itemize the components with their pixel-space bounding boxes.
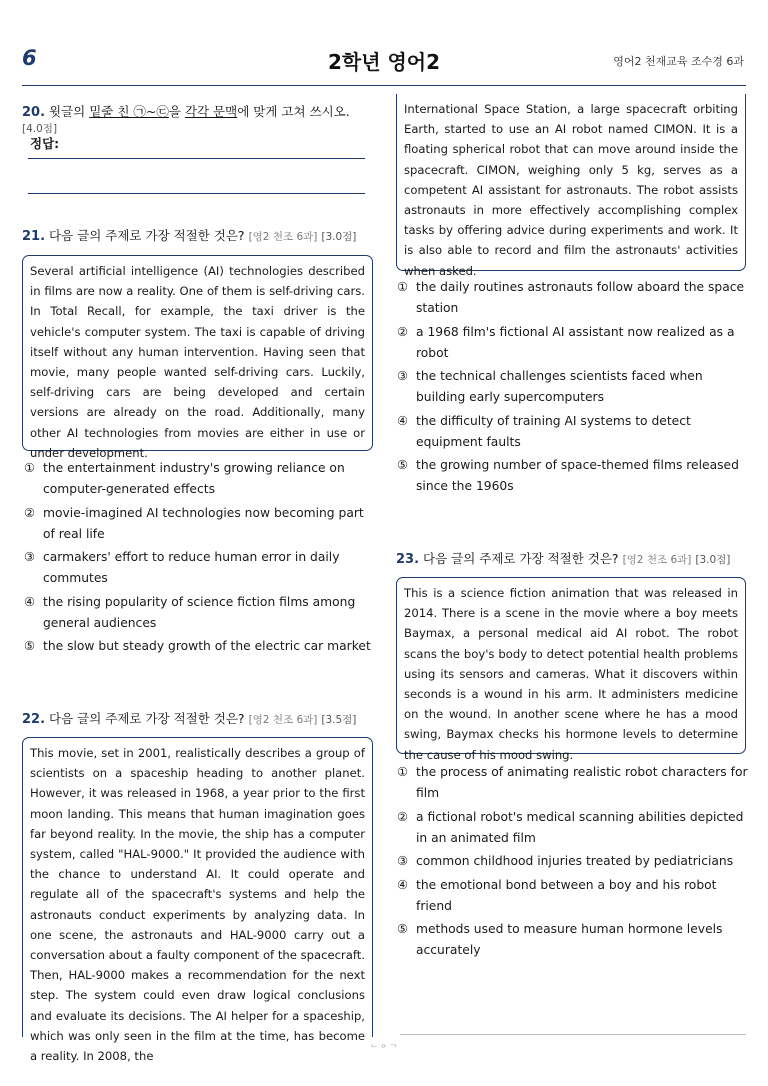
points: [3.0점]: [695, 554, 731, 566]
prompt-underline-2: 각각 문맥: [184, 104, 238, 119]
passage-box: [22, 255, 373, 460]
passage-box-part2: [396, 94, 746, 278]
option-2[interactable]: ② a 1968 film's fictional AI assistant now realized as a robot: [397, 324, 735, 360]
points: [4.0점]: [22, 123, 58, 135]
option-2[interactable]: ② movie-imagined AI technologies now becoming part of real life: [24, 505, 364, 541]
page-title: 2학년 영어2: [327, 50, 441, 74]
question-21-prompt: [22, 226, 382, 244]
option-3[interactable]: ③ common childhood injuries treated by pediatricians: [397, 854, 734, 868]
points: [3.0점]: [321, 231, 357, 243]
options-list: [397, 277, 747, 500]
passage-text: This is a science fiction animation that was released in 2014. There is a scene in the movie where a boy meets Baymax, a personal medical aid AI robot. The robot scans the boy's body to detect potential health problems using its sensors and cameras. What it discovers within seconds is a wound in his arm. It administers medicine on the wound. In another scene where he has a mood swing, Baymax checks his hormone levels to determine the cause of his mood swing.: [404, 586, 738, 762]
prompt-text: 다음 글의 주제로 가장 적절한 것은?: [49, 711, 245, 726]
option-1[interactable]: ① the entertainment industry's growing reliance on computer-generated effects: [24, 461, 345, 496]
option-5[interactable]: ⑤ the slow but steady growth of the electric car market: [24, 639, 371, 653]
source-tag: [영2 천조 6과]: [622, 554, 692, 566]
passage-text: International Space Station, a large spacecraft orbiting Earth, started to use an AI robot named CIMON. It is a floating spherical robot that can move around inside the spacecraft. CIMON, weighing only 5 kg, serves as a competent AI assistant for astronauts. The robot assists astronauts in more effectively accomplishing complex tasks by offering advice during experiments and work. It is also able to record and film the astronauts' activities when asked.: [404, 102, 738, 278]
question-number: 23.: [396, 552, 420, 567]
question-number: 22.: [22, 712, 46, 727]
source-tag: [영2 천조 6과]: [248, 231, 318, 243]
option-5[interactable]: ⑤ methods used to measure human hormone levels accurately: [397, 922, 723, 957]
passage-box-part1: [22, 737, 373, 1064]
option-1[interactable]: ① the process of animating realistic robot characters for film: [397, 765, 748, 800]
question-number: 21.: [22, 229, 46, 244]
footer-mark: ᄂᄋᄀ: [369, 1045, 399, 1055]
answer-label: 정답:: [30, 136, 60, 151]
option-5[interactable]: ⑤ the growing number of space-themed films released since the 1960s: [397, 458, 739, 493]
footer-divider: [400, 1034, 746, 1035]
option-4[interactable]: ④ the difficulty of training AI systems to detect equipment faults: [397, 413, 691, 449]
question-number: 20.: [22, 105, 46, 120]
prompt-text-mid: 을: [168, 104, 185, 119]
prompt-text-end: 에 맞게 고쳐 쓰시오.: [237, 104, 350, 119]
option-4[interactable]: ④ the emotional bond between a boy and his robot friend: [397, 877, 717, 913]
passage-text: Several artificial intelligence (AI) technologies described in films are now a reality. One of them is self-driving cars. In Total Recall, for example, the taxi driver is the vehicle's computer system. The taxi is capable of driving itself without any human intervention. Having seen that movie, many people wanted self-driving cars. Luckily, self-driving cars are being developed and certain versions are already on the road. Additionally, many other AI technologies from movies are either in use or under development.: [30, 264, 365, 460]
question-20-prompt: [22, 102, 372, 136]
passage-text: This movie, set in 2001, realistically describes a group of scientists on a spaceship heading to another planet. However, it was released in 1968, a year prior to the first moon landing. This means that human imagination goes far beyond reality. In the movie, the ship has a computer system, called "HAL-9000." It provided the audience with the chance to understand AI. It could operate and regulate all of the spacecraft's systems and help the astronauts conduct experiments by analyzing data. In one scene, the astronauts and HAL-9000 carry out a conversation about a faulty component of the spacecraft. Then, HAL-9000 makes a recommendation for the next step. The system could even draw logical conclusions and evaluate its decisions. The AI helper for a spaceship, which was only seen in the film at the time, has become a reality. In 2008, the: [30, 746, 365, 1064]
option-3[interactable]: ③ carmakers' effort to reduce human error in daily commutes: [24, 550, 340, 585]
points: [3.5점]: [321, 714, 357, 726]
option-3[interactable]: ③ the technical challenges scientists faced when building early supercomputers: [397, 369, 703, 404]
option-1[interactable]: ① the daily routines astronauts follow aboard the space station: [397, 280, 745, 315]
question-23-prompt: [396, 549, 756, 567]
options-list: [24, 458, 374, 660]
options-list: [397, 762, 749, 964]
option-2[interactable]: ② a fictional robot's medical scanning abilities depicted in an animated film: [397, 809, 744, 845]
option-4[interactable]: ④ the rising popularity of science fiction films among general audiences: [24, 594, 356, 630]
passage-box: [396, 577, 746, 762]
prompt-underline-1: 밑줄 친 ㉠~㉢: [89, 104, 169, 119]
header-divider: [22, 85, 746, 86]
question-22-prompt: [22, 709, 382, 727]
prompt-text: 다음 글의 주제로 가장 적절한 것은?: [423, 551, 619, 566]
source-tag: [영2 천조 6과]: [248, 714, 318, 726]
page-number: 6: [22, 46, 37, 70]
prompt-text: 다음 글의 주제로 가장 적절한 것은?: [49, 228, 245, 243]
answer-line-1[interactable]: [28, 158, 365, 159]
prompt-text: 윗글의: [49, 104, 90, 119]
answer-line-2[interactable]: [28, 193, 365, 194]
page-subtitle: 영어2 천재교육 조수경 6과: [613, 55, 744, 68]
